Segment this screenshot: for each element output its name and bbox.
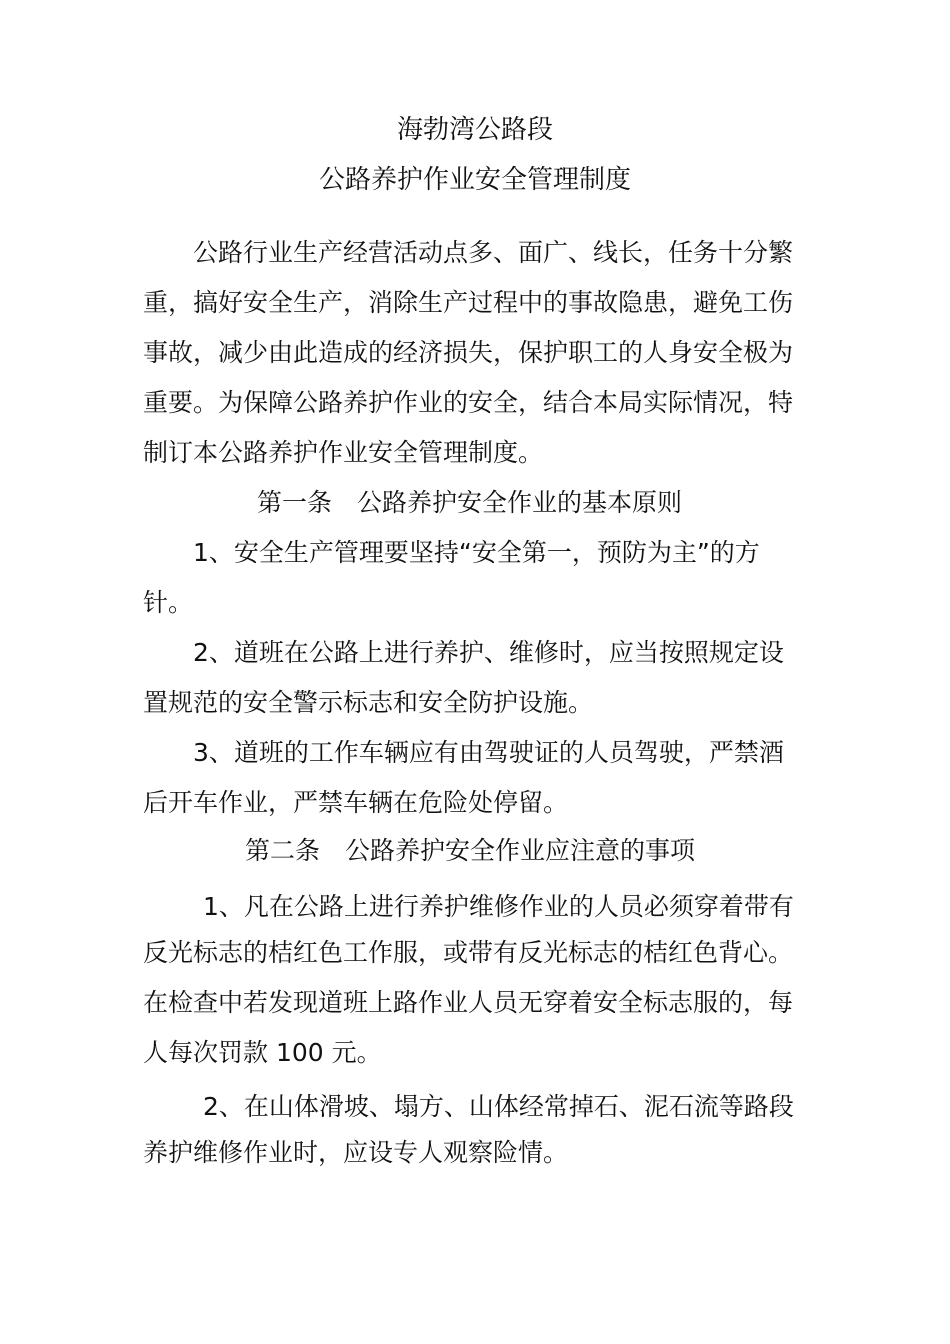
article-1-item-2-line: 置规范的安全警示标志和安全防护设施。 [143, 688, 594, 717]
intro-line: 事故，减少由此造成的经济损失，保护职工的人身安全极为 [143, 338, 794, 367]
article-2-item-2-line: 2、在山体滑坡、塌方、山体经常掉石、泥石流等路段 [203, 1092, 794, 1121]
article-1-item-3-line: 3、道班的工作车辆应有由驾驶证的人员驾驶，严禁酒 [193, 738, 784, 767]
intro-line: 重要。为保障公路养护作业的安全，结合本局实际情况，特 [143, 388, 794, 417]
intro-line: 制订本公路养护作业安全管理制度。 [143, 438, 544, 467]
article-2-item-1-line: 在检查中若发现道班上路作业人员无穿着安全标志服的，每 [143, 988, 794, 1017]
article-2-item-1-line: 1、凡在公路上进行养护维修作业的人员必须穿着带有 [203, 892, 794, 921]
intro-line: 重，搞好安全生产，消除生产过程中的事故隐患，避免工伤 [143, 288, 794, 317]
article-1-item-2-line: 2、道班在公路上进行养护、维修时，应当按照规定设 [193, 638, 784, 667]
intro-line: 公路行业生产经营活动点多、面广、线长，任务十分繁 [193, 238, 794, 267]
document-title: 公路养护作业安全管理制度 [318, 165, 631, 195]
article-2-item-2-line: 养护维修作业时，应设专人观察险情。 [143, 1138, 569, 1167]
article-1-heading: 第一条 公路养护安全作业的基本原则 [257, 488, 683, 517]
article-2-item-1-line: 人每次罚款 100 元。 [143, 1038, 382, 1067]
article-1-item-1-line: 1、安全生产管理要坚持“安全第一，预防为主”的方 [193, 538, 760, 567]
article-1-item-3-line: 后开车作业，严禁车辆在危险处停留。 [143, 788, 569, 817]
article-2-heading: 第二条 公路养护安全作业应注意的事项 [245, 836, 696, 865]
document-title-org: 海勃湾公路段 [396, 115, 553, 145]
article-2-item-1-line: 反光标志的桔红色工作服，或带有反光标志的桔红色背心。 [143, 938, 794, 967]
article-1-item-1-line: 针。 [143, 588, 194, 617]
